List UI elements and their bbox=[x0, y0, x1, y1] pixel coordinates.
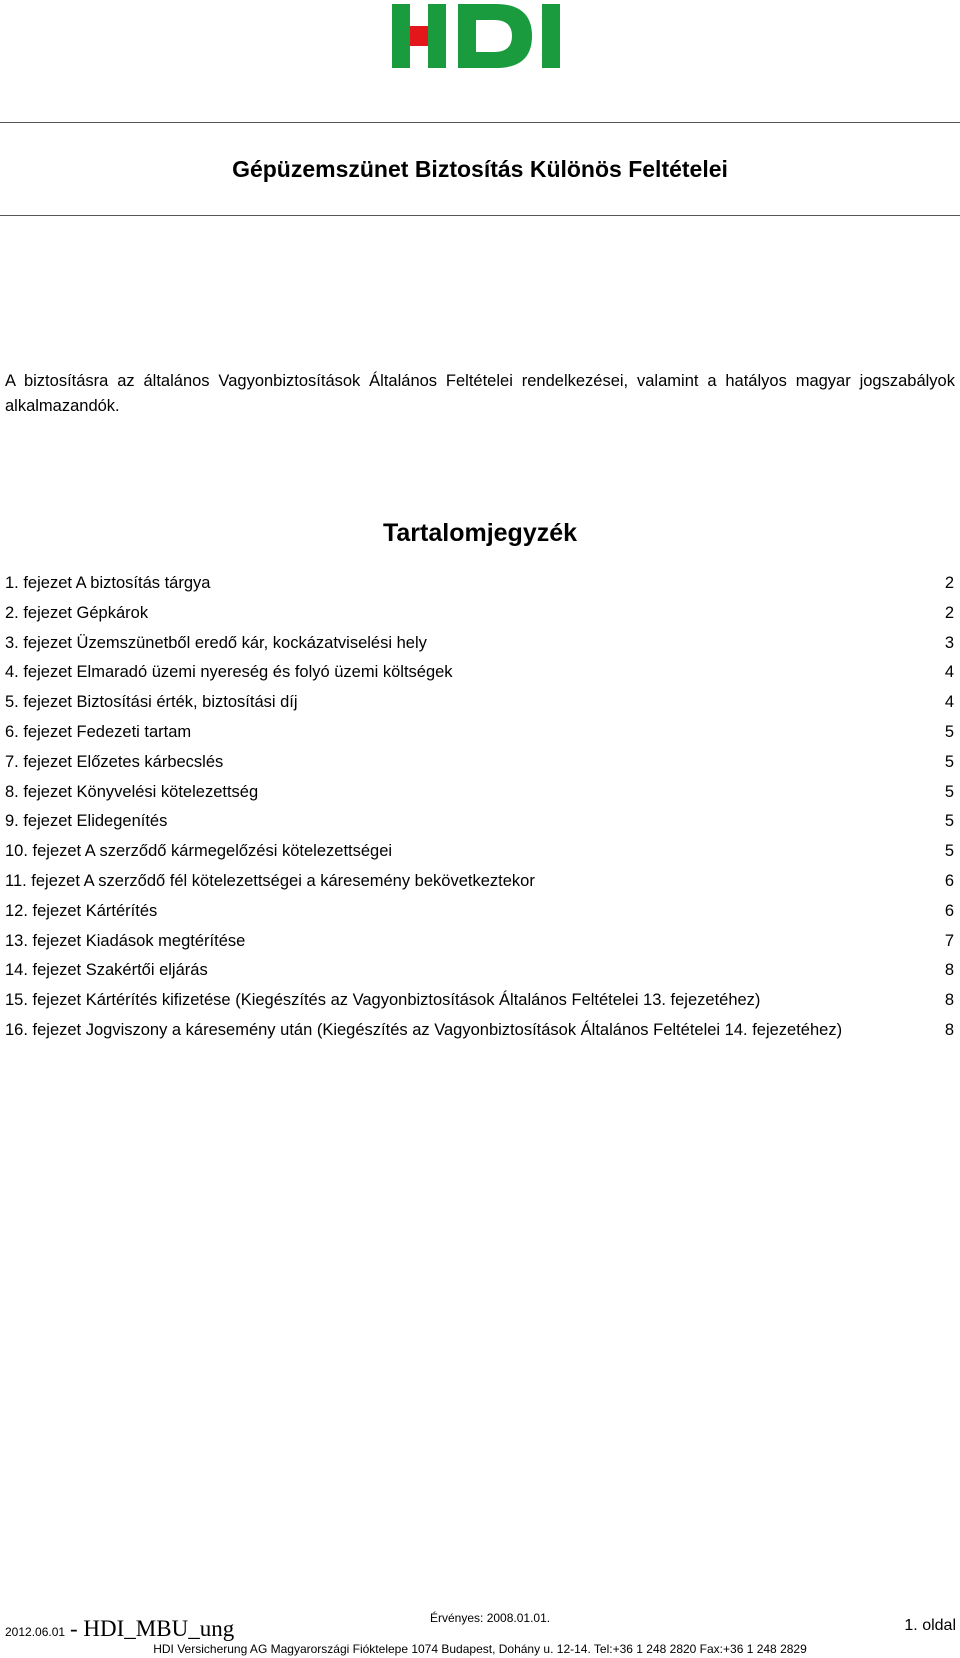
toc-entry-label: 9. fejezet Elidegenítés bbox=[5, 812, 168, 831]
hdi-logo-mark bbox=[392, 4, 568, 68]
toc-entry[interactable] bbox=[5, 867, 960, 897]
toc-entry[interactable] bbox=[5, 748, 960, 778]
toc-entry-page: 6 bbox=[944, 871, 954, 890]
toc-entry-label: 2. fejezet Gépkárok bbox=[5, 603, 149, 622]
footer-document-code: - HDI_MBU_ung bbox=[70, 1616, 235, 1641]
toc-entry[interactable] bbox=[5, 718, 960, 748]
toc-entry-label: 12. fejezet Kártérítés bbox=[5, 901, 158, 920]
toc-entry-page: 4 bbox=[944, 693, 954, 712]
toc-entry-page: 5 bbox=[944, 752, 954, 771]
toc-entry[interactable] bbox=[5, 778, 960, 808]
toc-entry[interactable] bbox=[5, 986, 960, 1016]
header-rule-bottom bbox=[0, 215, 960, 216]
toc-entry-page: 8 bbox=[944, 1020, 954, 1039]
toc-entry-label: 7. fejezet Előzetes kárbecslés bbox=[5, 752, 224, 771]
toc-entry-label: 8. fejezet Könyvelési kötelezettség bbox=[5, 782, 259, 801]
toc-entry-page: 2 bbox=[944, 603, 954, 622]
intro-paragraph: A biztosításra az általános Vagyonbiztosítások Általános Feltételei rendelkezései, valamint a hatályos magyar jogszabályok alkalmazandók. bbox=[5, 372, 955, 415]
logo-d bbox=[458, 4, 532, 68]
logo-h-left bbox=[392, 4, 410, 68]
logo-h-right bbox=[428, 4, 446, 68]
toc-entry-page: 5 bbox=[944, 812, 954, 831]
toc-entry-page: 8 bbox=[944, 991, 954, 1010]
toc-entry[interactable] bbox=[5, 658, 960, 688]
hdi-logo bbox=[392, 4, 568, 68]
toc-entry-label: 6. fejezet Fedezeti tartam bbox=[5, 722, 192, 741]
toc-entry-label: 16. fejezet Jogviszony a káresemény után (Kiegészítés az Vagyonbiztosítások Általános Feltételei 14. fejezetéhez) bbox=[5, 1020, 843, 1039]
toc-heading: Tartalomjegyzék bbox=[382, 519, 578, 547]
toc-entry[interactable] bbox=[5, 956, 960, 986]
footer-validity: Érvényes: 2008.01.01. bbox=[430, 1611, 551, 1625]
toc-entry-page: 2 bbox=[944, 574, 954, 592]
toc-entry-page: 8 bbox=[944, 961, 954, 980]
toc-entry[interactable] bbox=[5, 599, 960, 629]
toc-entry-page: 3 bbox=[944, 633, 954, 652]
table-of-contents bbox=[5, 569, 960, 1046]
toc-entry-page: 5 bbox=[944, 722, 954, 741]
toc-entry[interactable] bbox=[5, 1016, 960, 1046]
toc-entry-page: 4 bbox=[944, 663, 954, 682]
toc-entry[interactable] bbox=[5, 688, 960, 718]
footer-date: 2012.06.01 bbox=[5, 1625, 66, 1639]
toc-entry-label: 15. fejezet Kártérítés kifizetése (Kiegészítés az Vagyonbiztosítások Általános Feltételei 13. fejezetéhez) bbox=[5, 991, 761, 1010]
toc-entry-label: 11. fejezet A szerződő fél kötelezettségei a káresemény bekövetkeztekor bbox=[5, 871, 535, 890]
logo-i bbox=[542, 4, 560, 68]
toc-entry-label: 3. fejezet Üzemszünetből eredő kár, kockázatviselési hely bbox=[5, 633, 427, 652]
footer-page-number: 1. oldal bbox=[904, 1617, 956, 1634]
toc-entry[interactable] bbox=[5, 807, 960, 837]
toc-entry-page: 7 bbox=[944, 931, 954, 950]
toc-entry[interactable] bbox=[5, 569, 960, 599]
header-rule-top bbox=[0, 122, 960, 123]
toc-entry[interactable] bbox=[5, 927, 960, 957]
toc-entry[interactable] bbox=[5, 837, 960, 867]
toc-entry-label: 13. fejezet Kiadások megtérítése bbox=[5, 931, 246, 950]
toc-entry-label: 1. fejezet A biztosítás tárgya bbox=[5, 574, 211, 592]
toc-entry[interactable] bbox=[5, 629, 960, 659]
footer-company-info: HDI Versicherung AG Magyarországi Fióktelepe 1074 Budapest, Dohány u. 12-14. Tel:+36 1 248 2820 Fax:+36 1 248 2829 bbox=[153, 1642, 807, 1656]
toc-entry-page: 5 bbox=[944, 782, 954, 801]
logo-h-crossbar bbox=[410, 26, 428, 46]
toc-entry-label: 4. fejezet Elmaradó üzemi nyereség és folyó üzemi költségek bbox=[5, 663, 453, 682]
document-title: Gépüzemszünet Biztosítás Különös Feltételei bbox=[232, 156, 728, 182]
toc-entry-page: 5 bbox=[944, 842, 954, 861]
toc-entry-label: 5. fejezet Biztosítási érték, biztosítási díj bbox=[5, 693, 298, 712]
toc-entry[interactable] bbox=[5, 897, 960, 927]
toc-entry-label: 14. fejezet Szakértői eljárás bbox=[5, 961, 208, 980]
toc-entry-page: 6 bbox=[944, 901, 954, 920]
toc-entry-label: 10. fejezet A szerződő kármegelőzési kötelezettségei bbox=[5, 842, 393, 861]
